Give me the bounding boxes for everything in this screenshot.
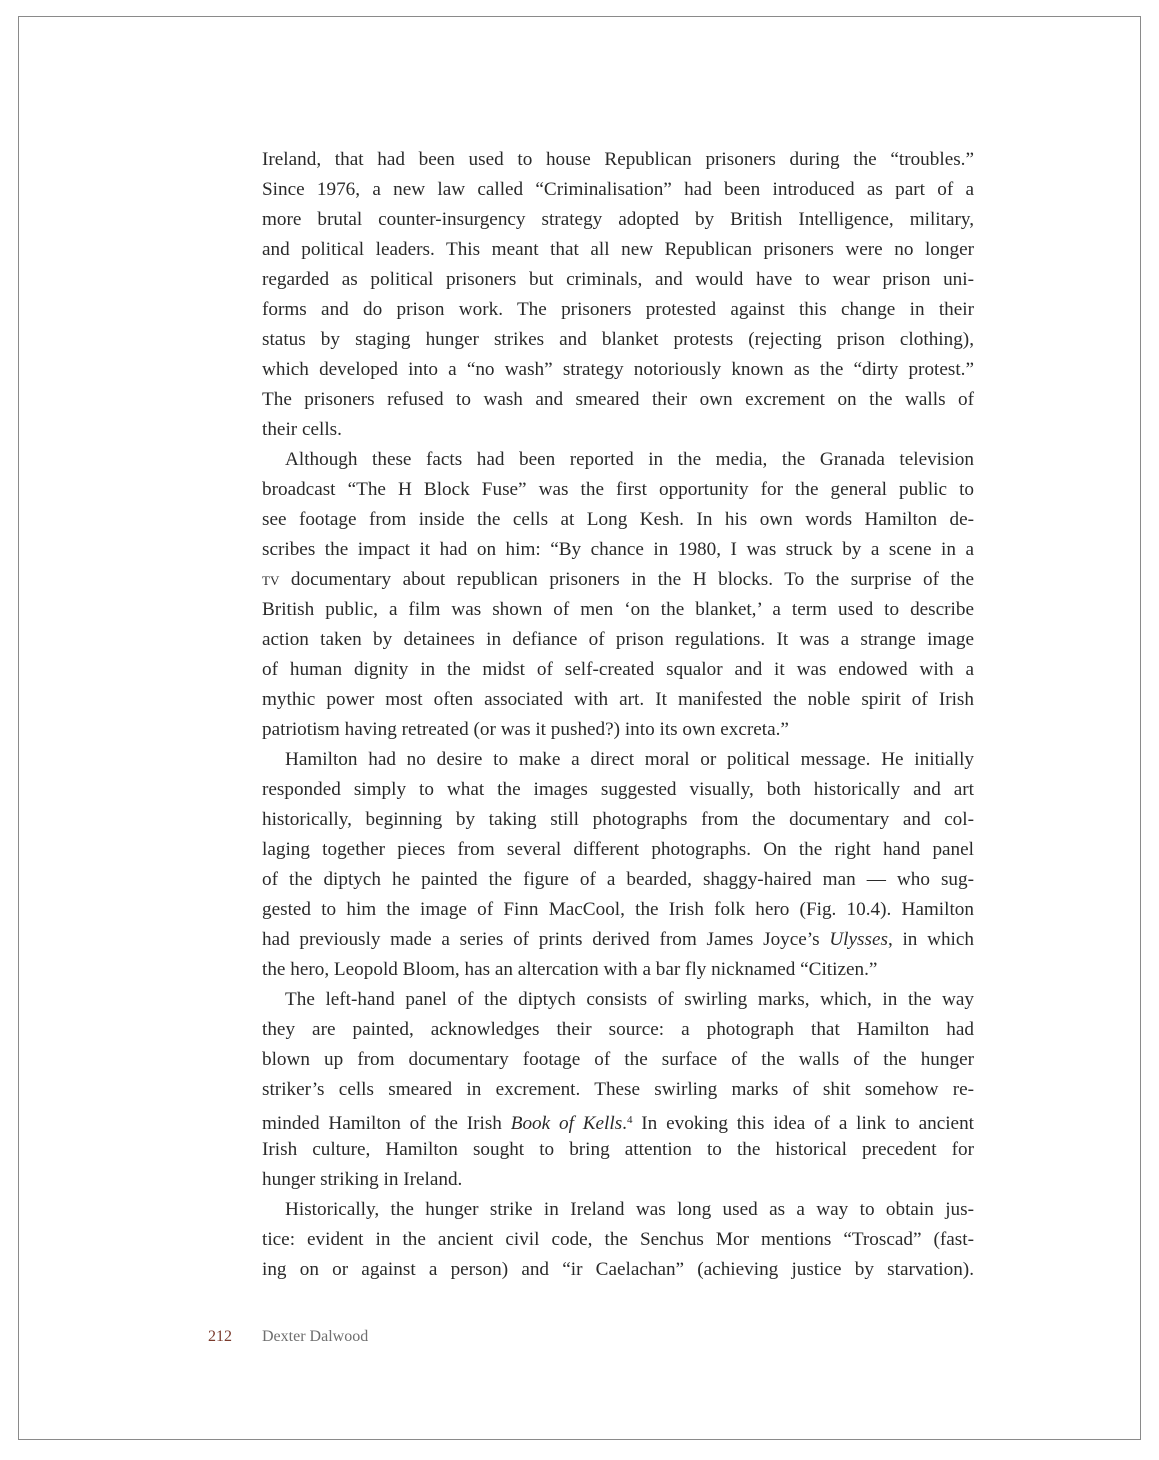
text-line: action taken by detainees in defiance of prison regulations. It was a strange image (262, 629, 974, 650)
text-line: scribes the impact it had on him: “By chance in 1980, I was struck by a scene in a (262, 539, 974, 560)
text-run: had previously made a series of prints derived from James Joyce’s (262, 929, 830, 950)
text-line: Although these facts had been reported in the media, the Granada television (285, 449, 974, 470)
paragraph (262, 745, 974, 985)
text-line: see footage from inside the cells at Long Kesh. In his own words Hamilton de- (262, 509, 974, 530)
text-line (262, 1105, 974, 1135)
text-line: the hero, Leopold Bloom, has an altercation with a bar fly nicknamed “Citizen.” (262, 959, 878, 980)
text-run: . (622, 1113, 627, 1134)
paragraph (262, 445, 974, 745)
text-run: tv (262, 569, 280, 590)
text-line: Historically, the hunger strike in Ireland was long used as a way to obtain jus- (285, 1199, 974, 1220)
text-line: they are painted, acknowledges their source: a photograph that Hamilton had (262, 1019, 974, 1040)
footnote-ref: 4 (626, 1114, 633, 1126)
text-line: British public, a film was shown of men ‘on the blanket,’ a term used to describe (262, 599, 974, 620)
text-line: which developed into a “no wash” strategy notoriously known as the “dirty protest.” (262, 359, 974, 380)
page-number: 212 (208, 1328, 232, 1345)
text-line: The left-hand panel of the diptych consists of swirling marks, which, in the way (285, 989, 974, 1010)
text-line: The prisoners refused to wash and smeared their own excrement on the walls of (262, 389, 974, 410)
text-line: gested to him the image of Finn MacCool, the Irish folk hero (Fig. 10.4). Hamilton (262, 899, 974, 920)
text-run: In evoking this idea of a link to ancient (632, 1113, 974, 1134)
text-line: more brutal counter-insurgency strategy adopted by British Intelligence, military, (262, 209, 974, 230)
text-line: of human dignity in the midst of self-created squalor and it was endowed with a (262, 659, 974, 680)
text-line: ing on or against a person) and “ir Caelachan” (achieving justice by starvation). (262, 1259, 974, 1280)
text-line: tice: evident in the ancient civil code, the Senchus Mor mentions “Troscad” (fast- (262, 1229, 974, 1250)
paragraph (262, 145, 974, 445)
text-line: striker’s cells smeared in excrement. These swirling marks of shit somehow re- (262, 1079, 974, 1100)
text-line: patriotism having retreated (or was it pushed?) into its own excreta.” (262, 719, 789, 740)
text-line: of the diptych he painted the figure of a bearded, shaggy-haired man — who sug- (262, 869, 974, 890)
text-line: Hamilton had no desire to make a direct moral or political message. He initially (285, 749, 974, 770)
text-line: mythic power most often associated with art. It manifested the noble spirit of Irish (262, 689, 974, 710)
text-line: status by staging hunger strikes and blanket protests (rejecting prison clothing), (262, 329, 974, 350)
text-line: forms and do prison work. The prisoners protested against this change in their (262, 299, 974, 320)
running-head: Dexter Dalwood (262, 1328, 369, 1345)
text-run: minded Hamilton of the Irish (262, 1113, 511, 1134)
text-line: Ireland, that had been used to house Republican prisoners during the “troubles.” (262, 149, 974, 170)
paragraph (262, 1195, 974, 1285)
text-line: responded simply to what the images suggested visually, both historically and art (262, 779, 974, 800)
text-line: and political leaders. This meant that all new Republican prisoners were no longer (262, 239, 974, 260)
text-line (262, 925, 974, 955)
paragraph (262, 985, 974, 1195)
italic-title: Ulysses (829, 929, 888, 950)
text-line: regarded as political prisoners but criminals, and would have to wear prison uni- (262, 269, 974, 290)
text-line: Irish culture, Hamilton sought to bring attention to the historical precedent for (262, 1139, 974, 1160)
text-line (262, 565, 974, 595)
body-text (262, 145, 974, 1285)
text-run: , in which (887, 929, 974, 950)
italic-title: Book of Kells (510, 1113, 623, 1134)
text-line: their cells. (262, 419, 342, 440)
text-line: historically, beginning by taking still photographs from the documentary and col- (262, 809, 974, 830)
text-line: blown up from documentary footage of the surface of the walls of the hunger (262, 1049, 974, 1070)
text-line: laging together pieces from several different photographs. On the right hand panel (262, 839, 974, 860)
text-line: Since 1976, a new law called “Criminalisation” had been introduced as part of a (262, 179, 974, 200)
text-run: documentary about republican prisoners in the H blocks. To the surprise of the (279, 569, 974, 590)
text-line: broadcast “The H Block Fuse” was the first opportunity for the general public to (262, 479, 974, 500)
text-line: hunger striking in Ireland. (262, 1169, 463, 1190)
